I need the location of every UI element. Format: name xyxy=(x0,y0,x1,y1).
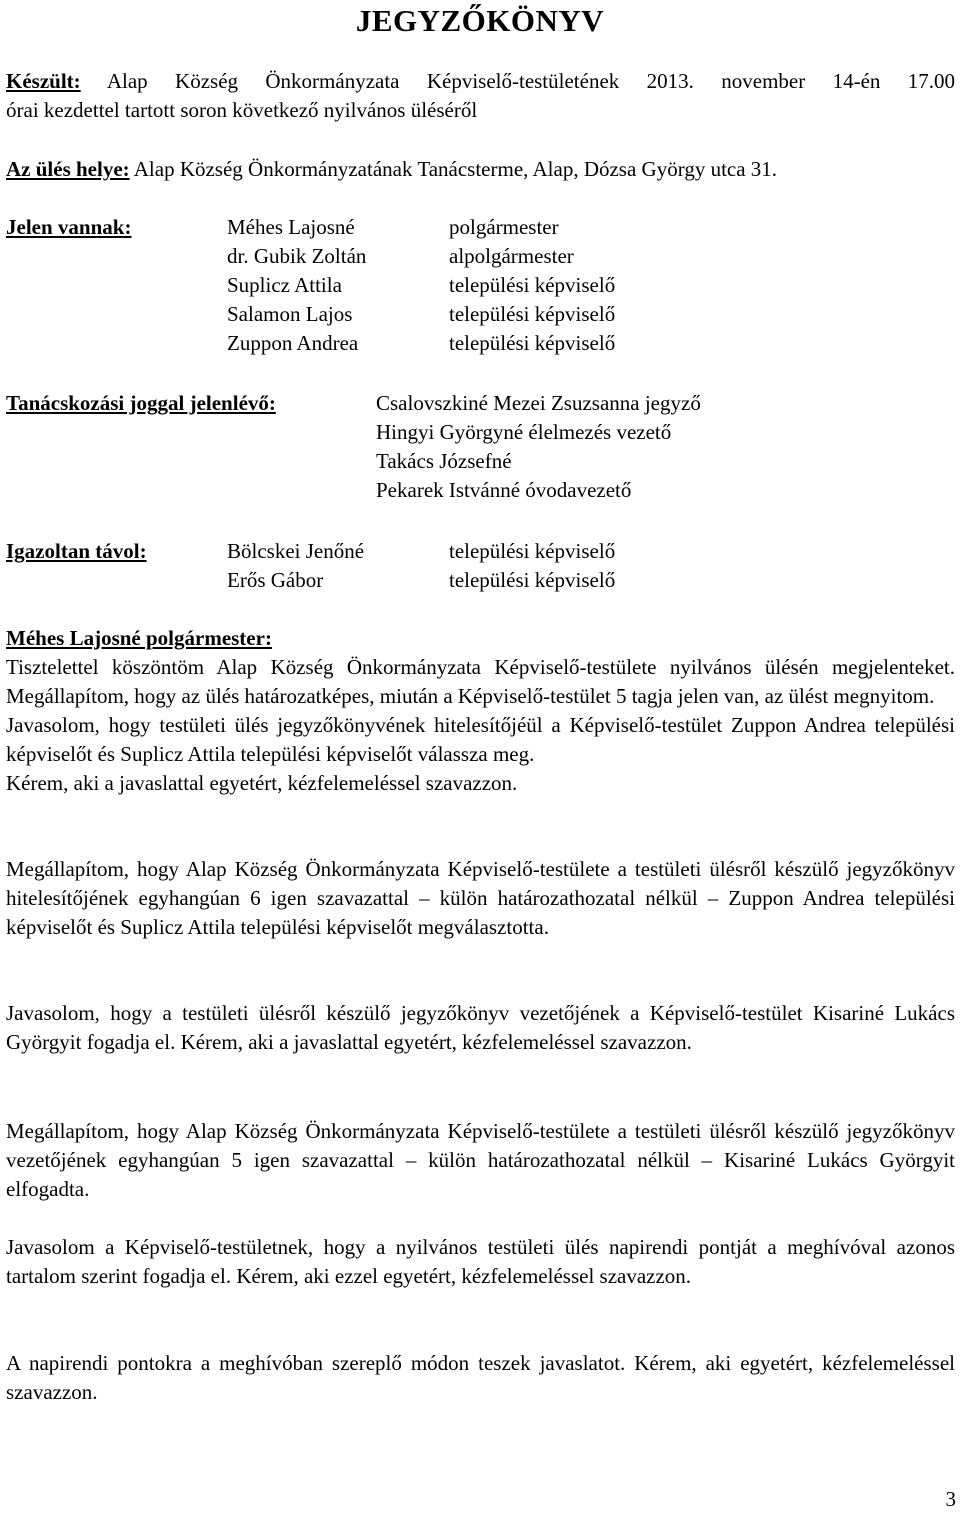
advisory-label: Tanácskozási joggal jelenlévő: xyxy=(6,391,276,415)
made-text-1: Alap Község Önkormányzata Képviselő-testületének 2013. november 14-én 17.00 xyxy=(106,69,955,93)
absent-section xyxy=(6,537,955,595)
made-section xyxy=(6,67,955,125)
member-role: települési képviselő xyxy=(449,302,616,326)
page-number: 3 xyxy=(945,1487,956,1511)
paragraph-agenda-proposal: Javasolom a Képviselő-testületnek, hogy a nyilvános testületi ülés napirendi pontját a meghívóval azonos tartalom szerint fogadja el. Kérem, aki ezzel egyetért, kézfelemeléssel szavazzon. xyxy=(6,1235,955,1288)
advisory-item: Takács Józsefné xyxy=(376,449,512,473)
present-section xyxy=(6,213,955,358)
place-label: Az ülés helye: xyxy=(6,157,130,181)
place-section xyxy=(6,155,955,184)
paragraph-recorder-elected: Megállapítom, hogy Alap Község Önkormányzata Képviselő-testülete a testületi ülésről készülő jegyzőkönyv vezetőjének egyhangúan 5 igen szavazattal – külön határozathozatal nélkül – Kisariné Lukács Györgyit elfogadta. xyxy=(6,1119,955,1201)
member-name: Méhes Lajosné xyxy=(227,215,355,239)
paragraph-proposal-authenticators: Javasolom, hogy testületi ülés jegyzőkönyvének hitelesítőjéül a Képviselő-testület Zuppon Andrea települési képviselőt és Suplicz Attila települési képviselőt válassza meg. xyxy=(6,713,955,766)
paragraph-vote-request: Kérem, aki a javaslattal egyetért, kézfelemeléssel szavazzon. xyxy=(6,771,518,795)
paragraph-proposal-recorder: Javasolom, hogy a testületi ülésről készülő jegyzőkönyv vezetőjének a Képviselő-testület Kisariné Lukács Györgyit fogadja el. Kérem, aki a javaslattal egyetért, kézfelemeléssel szavazzon. xyxy=(6,1001,955,1054)
member-role: települési képviselő xyxy=(449,331,616,355)
present-label: Jelen vannak: xyxy=(6,215,132,239)
member-name: Zuppon Andrea xyxy=(227,331,359,355)
member-role: települési képviselő xyxy=(449,273,616,297)
member-role: települési képviselő xyxy=(449,539,616,563)
advisory-section xyxy=(6,389,955,505)
member-role: alpolgármester xyxy=(449,244,574,268)
made-line-2: órai kezdettel tartott soron következő nyilvános üléséről xyxy=(6,98,478,122)
paragraph-authenticators-elected: Megállapítom, hogy Alap Község Önkormányzata Képviselő-testülete a testületi ülésről készülő jegyzőkönyv hitelesítőjének egyhangúan 6 igen szavazattal – külön határozathozatal nélkül – Zuppon Andrea települési képviselőt és Suplicz Attila települési képviselőt megválasztotta. xyxy=(6,857,955,939)
advisory-item: Hingyi Györgyné élelmezés vezető xyxy=(376,420,672,444)
member-name: Salamon Lajos xyxy=(227,302,353,326)
absent-label: Igazoltan távol: xyxy=(6,539,147,563)
member-name: Erős Gábor xyxy=(227,568,324,592)
made-line-1 xyxy=(6,67,955,96)
made-label: Készült: xyxy=(6,69,81,93)
advisory-item: Csalovszkiné Mezei Zsuzsanna jegyző xyxy=(376,391,701,415)
document-title: JEGYZŐKÖNYV xyxy=(355,3,605,38)
member-role: polgármester xyxy=(449,215,559,239)
place-text: Alap Község Önkormányzatának Tanácsterme, Alap, Dózsa György utca 31. xyxy=(133,157,778,181)
minutes-body xyxy=(6,624,955,798)
paragraph-agenda-items: A napirendi pontokra a meghívóban szereplő módon teszek javaslatot. Kérem, aki egyetért, kézfelemeléssel szavazzon. xyxy=(6,1351,955,1404)
member-name: Bölcskei Jenőné xyxy=(227,539,365,563)
paragraph-opening: Tisztelettel köszöntöm Alap Község Önkormányzata Képviselő-testülete nyilvános ülésén megjelenteket. Megállapítom, hogy az ülés határozatképes, miután a Képviselő-testület 5 tagja jelen van, az ülést megnyitom. xyxy=(6,655,955,708)
speaker-heading: Méhes Lajosné polgármester: xyxy=(6,626,272,650)
member-name: dr. Gubik Zoltán xyxy=(227,244,367,268)
member-role: települési képviselő xyxy=(449,568,616,592)
advisory-item: Pekarek Istvánné óvodavezető xyxy=(376,478,632,502)
member-name: Suplicz Attila xyxy=(227,273,342,297)
